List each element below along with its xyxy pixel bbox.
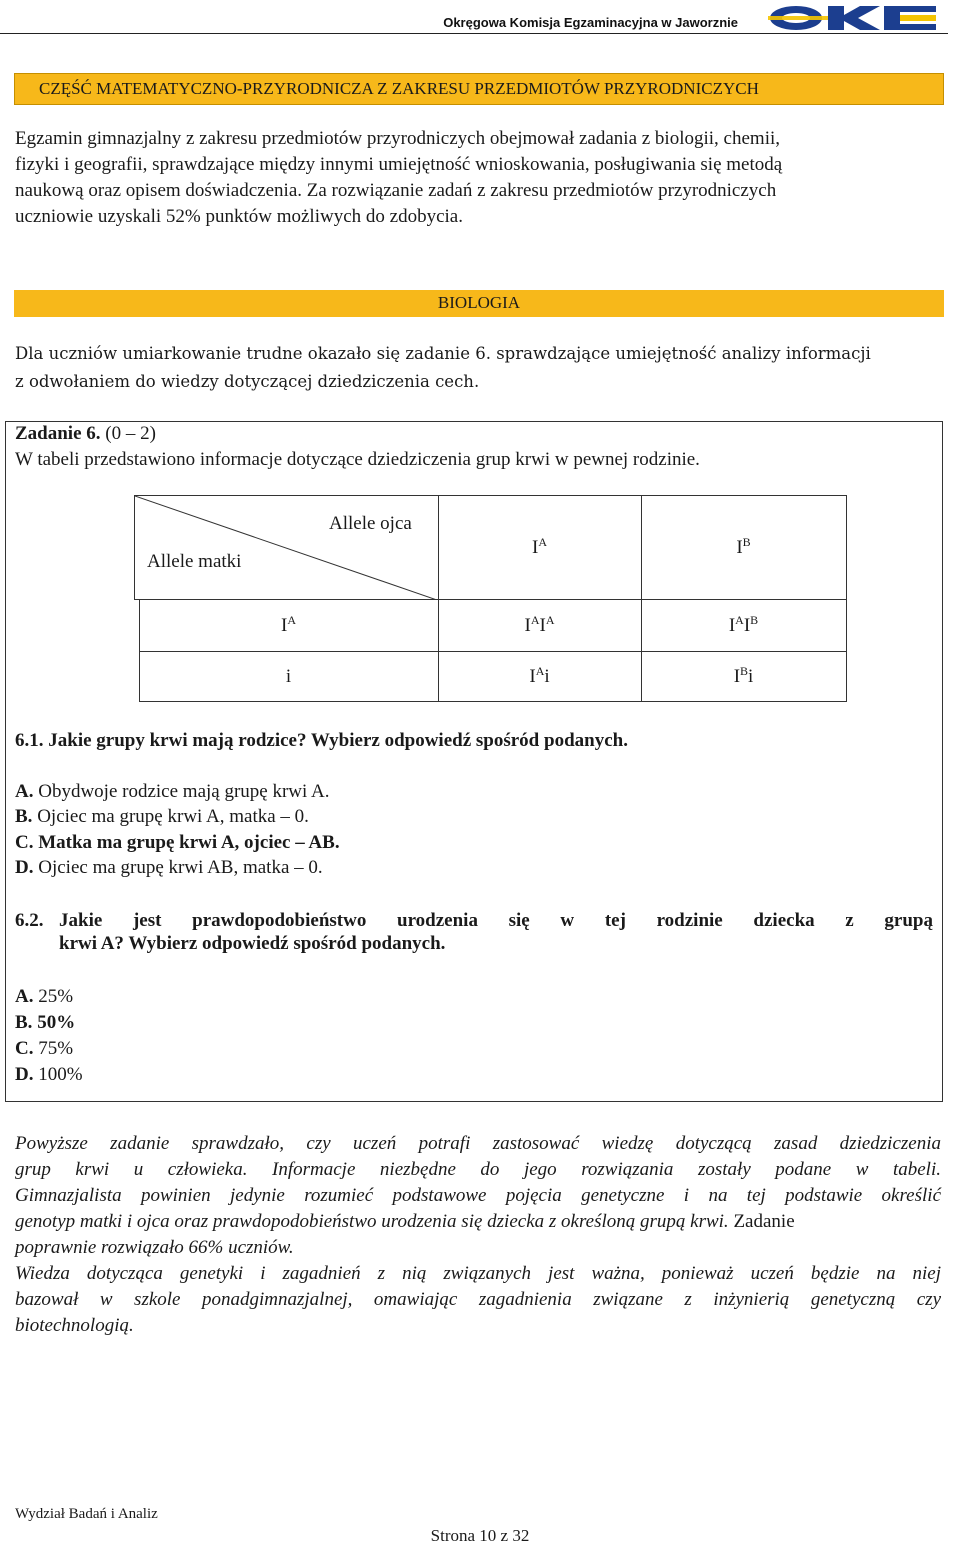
genotype-cell [438,652,641,702]
commentary-line: Zadanie [733,1211,795,1232]
genotype-sup: B [750,612,759,627]
option-letter: A. [15,986,34,1007]
genotype-part: i [748,665,754,687]
task-description: W tabeli przedstawiono informacje dotyczące dziedziczenia grup krwi w pewnej rodzinie. [15,449,700,470]
commentary-line: Gimnazjalista powinien jedynie rozumieć podstawowe pojęcia genetyczne i na tej podstawie określić [15,1185,941,1206]
corner-father-label: Allele ojca [329,513,412,534]
answer-option [15,857,323,879]
commentary-line: genotyp matki i ojca oraz prawdopodobieństwo urodzenia się dziecka z określoną grupą krwi. [15,1211,729,1232]
question-6-1 [15,730,628,752]
header-organization: Okręgowa Komisja Egzaminacyjna w Jaworznie [443,15,738,30]
genotype-sup: A [545,612,555,627]
row-header [139,600,438,652]
genotype-sup: B [740,663,749,678]
allele-base: I [736,536,743,558]
subject-intro-line: z odwołaniem do wiedzy dotyczącej dziedziczenia cech. [15,372,480,391]
task-title: Zadanie 6. [15,423,101,444]
allele-base: I [281,614,288,636]
option-text: 100% [38,1064,83,1085]
allele-base: i [285,665,292,687]
blood-group-table [134,495,847,702]
genotype-cell [641,600,846,652]
allele-sup: B [742,534,751,549]
intro-line: fizyki i geografii, sprawdzające między innymi umiejętność wnioskowania, posługiwania się metodą [15,154,783,175]
answer-option [15,1038,73,1060]
corner-mother-label: Allele matki [147,551,242,572]
corner-diagonal [135,496,437,600]
genotype-sup: A [535,663,545,678]
answer-option [15,986,73,1008]
subject-intro [15,340,941,396]
answer-option [15,806,309,828]
intro-line: Egzamin gimnazjalny z zakresu przedmiotów przyrodniczych obejmował zadania z biologii, chemii, [15,128,781,149]
option-letter: B. [15,806,33,827]
genotype-part: I [728,614,736,636]
question-number: 6.1. [15,730,44,751]
genotype-part: I [743,614,751,636]
intro-line: naukową oraz opisem doświadczenia. Za rozwiązanie zadań z zakresu przedmiotów przyrodniczych [15,180,777,201]
option-text: Ojciec ma grupę krwi AB, matka – 0. [38,857,323,878]
table-corner-cell [135,496,439,600]
genotype-cell [438,600,641,652]
commentary [15,1131,941,1339]
section-title: CZĘŚĆ MATEMATYCZNO-PRZYRODNICZA Z ZAKRESU PRZEDMIOTÓW PRZYRODNICZYCH [39,79,759,98]
footer-department: Wydział Badań i Analiz [15,1506,158,1522]
subject-title: BIOLOGIA [437,293,521,312]
option-text: 75% [38,1038,74,1059]
intro-paragraph [15,126,941,230]
task-points: (0 – 2) [105,423,156,444]
header-rule [0,33,948,34]
commentary-line: Wiedza dotycząca genetyki i zagadnień z nią związanych jest ważna, ponieważ uczeń będzie na niej [15,1263,941,1284]
option-text: Obydwoje rodzice mają grupę krwi A. [38,781,330,802]
question-text-line2: krwi A? Wybierz odpowiedź spośród podanych. [59,933,446,954]
option-letter: C. [15,1038,34,1059]
allele-sup: A [538,534,547,549]
answer-option [15,781,329,803]
option-letter: B. [15,1012,33,1033]
question-text-line1: Jakie jest prawdopodobieństwo urodzenia się w tej rodzinie dziecka z grupą [59,910,933,931]
option-letter: C. [15,832,34,853]
allele-base: I [532,536,539,558]
commentary-line: poprawnie rozwiązało 66% uczniów. [15,1237,294,1258]
commentary-line-mixed [15,1209,941,1235]
col-header [438,496,641,600]
task-heading [15,423,156,445]
answer-option [15,1064,83,1086]
answer-option-correct [15,1012,75,1034]
option-text: Ojciec ma grupę krwi A, matka – 0. [37,806,309,827]
option-letter: A. [15,781,34,802]
genotype-cell [641,652,846,702]
option-text: Matka ma grupę krwi A, ojciec – AB. [38,832,340,853]
page-number: Strona 10 z 32 [430,1526,530,1545]
genotype-part: I [524,614,531,636]
intro-line: uczniowie uzyskali 52% punktów możliwych do zdobycia. [15,206,463,227]
option-letter: D. [15,1064,34,1085]
genotype-part: I [733,665,741,687]
option-text: 25% [38,986,74,1007]
row-header [139,652,438,702]
option-text: 50% [37,1012,76,1033]
subject-band [14,290,944,317]
genotype-sup: A [530,612,540,627]
section-title-band [14,73,944,105]
commentary-line: Powyższe zadanie sprawdzało, czy uczeń potrafi zastosować wiedzę dotyczącą zasad dziedziczenia [15,1133,941,1154]
question-text: Jakie grupy krwi mają rodzice? Wybierz odpowiedź spośród podanych. [48,730,628,751]
allele-sup: A [287,612,296,627]
answer-option-correct [15,832,340,854]
question-6-2 [15,910,933,955]
col-header [641,496,846,600]
option-letter: D. [15,857,34,878]
commentary-line: grup krwi u człowieka. Informacje niezbędne do jego rozwiązania zostały podane w tabeli. [15,1159,941,1180]
question-number: 6.2. [15,910,44,931]
genotype-part: I [539,614,546,636]
subject-intro-line: Dla uczniów umiarkowanie trudne okazało się zadanie 6. sprawdzające umiejętność analizy informacji [15,344,871,363]
commentary-line: biotechnologią. [15,1315,134,1336]
commentary-line: bazował w szkole ponadgimnazjalnej, omawiając zagadnienia związane z inżynierią genetyczną czy [15,1289,941,1310]
genotype-part: i [544,665,550,687]
genotype-sup: A [735,612,744,627]
genotype-part: I [529,665,536,687]
oke-logo [768,4,940,32]
